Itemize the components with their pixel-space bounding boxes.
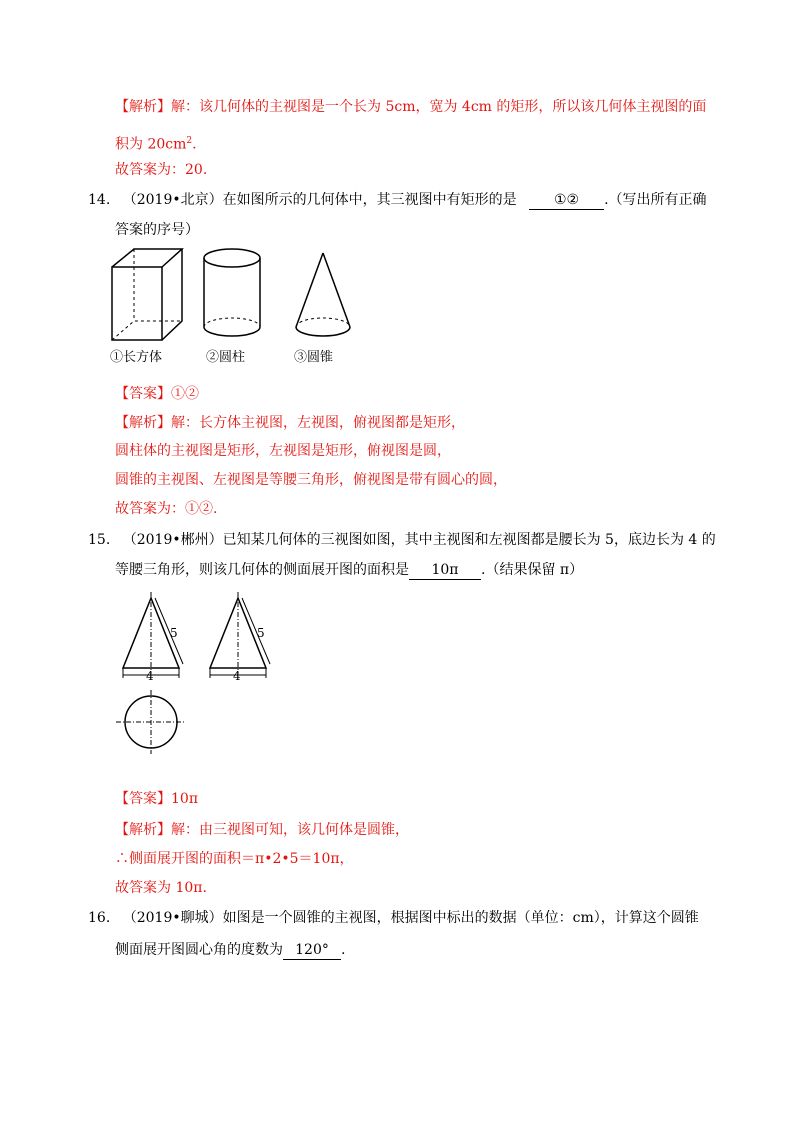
analysis-text: 解：该几何体的主视图是一个长为 5cm，宽为 4cm 的矩形，所以该几何体主视图的面	[171, 99, 707, 115]
q13-analysis-line2: 积为 $20cm^2$.	[115, 136, 197, 153]
figure-label-1: ①长方体	[110, 350, 163, 365]
q14-answer	[115, 384, 199, 404]
cone-base	[296, 327, 350, 336]
q16-stem-line2: 侧面展开图圆心角的度数为 120° .	[115, 942, 346, 958]
question-source: （2019•聊城）	[122, 910, 223, 926]
analysis-label: 【解析】	[115, 822, 171, 838]
q14-analysis-line1: 【解析】解：长方体主视图，左视图，俯视图都是矩形，	[115, 415, 465, 431]
figure-label-3: ③圆锥	[294, 350, 334, 365]
cuboid-top-face	[112, 249, 182, 267]
answer-value: ①②	[171, 386, 199, 402]
q15-stem-line2: 等腰三角形，则该几何体的侧面展开图的面积是 10π .（结果保留 π）	[115, 562, 584, 578]
answer-blank: 10π	[409, 561, 481, 580]
q15-analysis-line1: 【解析】解：由三视图可知，该几何体是圆锥，	[115, 822, 409, 838]
left-base-label: 4	[233, 669, 241, 683]
front-base-label: 4	[146, 669, 154, 683]
cylinder-bottom	[204, 327, 260, 336]
question-number: 16.	[88, 910, 111, 926]
q13-analysis	[115, 97, 706, 117]
q15-conclusion: 故答案为 10π.	[115, 880, 207, 896]
q14-solids-figure	[108, 245, 358, 370]
question-number: 15.	[88, 532, 111, 548]
q14-analysis-line3: 圆锥的主视图、左视图是等腰三角形，俯视图是带有圆心的圆，	[115, 472, 507, 488]
front-side-dimension	[155, 598, 183, 664]
q15-stem-line1: 15. （2019•郴州）已知某几何体的三视图如图，其中主视图和左视图都是腰长为 5，底边长为 4 的	[88, 532, 716, 548]
question-number: 14.	[88, 192, 111, 208]
q14-stem-line2: 答案的序号）	[115, 222, 199, 238]
q14-analysis-line2: 圆柱体的主视图是矩形，左视图是矩形，俯视图是圆，	[115, 443, 451, 459]
cuboid-front-face	[112, 267, 162, 340]
left-side-dimension	[242, 598, 270, 664]
cuboid-side-face	[162, 249, 182, 340]
q16-stem-line1: 16. （2019•聊城）如图是一个圆锥的主视图，根据图中标出的数据（单位：cm），计算这个圆锥	[88, 910, 699, 926]
front-side-label: 5	[170, 626, 178, 640]
q15-answer	[115, 789, 198, 809]
answer-blank: ①②	[529, 191, 604, 210]
cylinder-top	[204, 249, 260, 267]
q13-conclusion: 故答案为：20.	[115, 162, 208, 178]
cone-left-edge	[296, 253, 323, 327]
answer-value: 10π	[171, 791, 199, 807]
q15-three-views-figure	[108, 590, 308, 760]
answer-blank: 120°	[283, 941, 341, 960]
q15-analysis-line2: ∴侧面展开图的面积＝π•2•5＝10π，	[115, 851, 354, 867]
question-source: （2019•北京）	[122, 192, 223, 208]
answer-label: 【答案】	[115, 386, 171, 402]
answer-label: 【答案】	[115, 791, 171, 807]
figure-label-2: ②圆柱	[206, 350, 246, 365]
question-source: （2019•郴州）	[122, 532, 223, 548]
q14-stem: 14. （2019•北京）在如图所示的几何体中，其三视图中有矩形的是 ①② .（写出所有正确	[88, 192, 707, 208]
cone-right-edge	[323, 253, 350, 327]
left-side-label: 5	[257, 626, 265, 640]
analysis-label: 【解析】	[115, 99, 171, 115]
q14-conclusion: 故答案为：①②.	[115, 501, 218, 517]
analysis-label: 【解析】	[115, 415, 171, 431]
